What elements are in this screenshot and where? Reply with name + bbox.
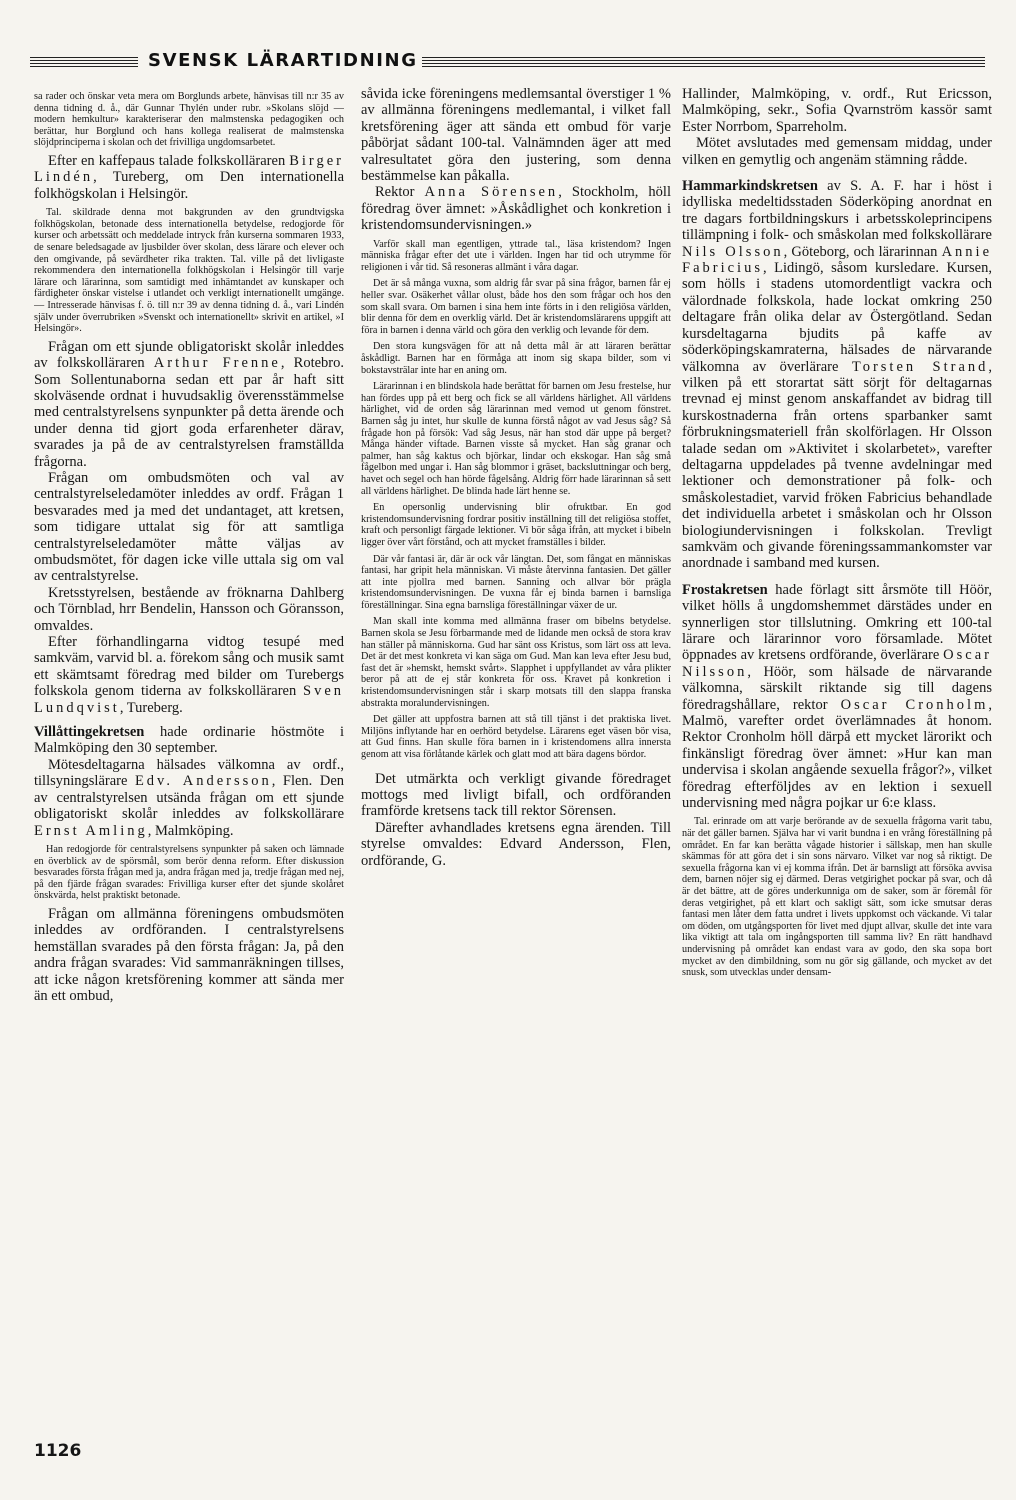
col2-small-3: Den stora kungsvägen för att nå detta mål är att läraren berättar åskådligt. Barnen har en förmåga att inom sig skapa bilder, som vi bokstavsträlar inte har en aning om. bbox=[361, 341, 671, 376]
col2-para-2: Rektor Anna Sörensen, Stockholm, höll föredrag över ämnet: »Åskådlighet och konkretion i kristendomsundervisningen.» bbox=[361, 184, 671, 234]
person-name: Anna Sörensen bbox=[424, 184, 559, 201]
person-name: Arthur Frenne bbox=[153, 355, 281, 372]
col2-small-1: Varför skall man egentligen, yttrade tal., läsa kristendom? Ingen människa frågar efter det ute i världen. Ingen har tid och utrymme för religionen i vår tid. Så resoneras allmänt i våra dagar. bbox=[361, 238, 671, 273]
col1-para-5: Efter förhandlingarna vidtog tesupé med samkväm, varvid bl. a. förekom sång och musik samt ett skämtsamt föredrag med bilder om Turebergs folkskola genom tiderna av folkskolläraren Sven Lundqvist, Tureberg. bbox=[34, 634, 344, 716]
person-name: Nils Olsson bbox=[682, 243, 784, 260]
person-name: Edv. Andersson bbox=[134, 773, 272, 790]
col1-para-8: Frågan om allmänna föreningens ombudsmöten inleddes av ordföranden. I centralstyrelsens hemställan svarades på den första frågan: Ja, på den andra frågan svarades: Vid sammanräkningen tillses, att icke någon kretsförening kommer att sända mer än ett ombud, bbox=[34, 905, 344, 1004]
col1-para-2: Frågan om ett sjunde obligatoriskt skolår inleddes av folkskolläraren Arthur Frenne, Rotebro. Som Sollentunaborna sedan ett par år haft sitt skolväsende ordnat i huvudsaklig överensstämmelse med centralstyrelsens synpunkter på detta ärende och under denna tid gjort goda erfarenheter därav, svarades ja på de av centralstyrelsen framställda frågorna. bbox=[34, 338, 344, 470]
column-3 bbox=[682, 86, 992, 983]
col1-para-3: Frågan om ombudsmöten och val av centralstyrelseledamöter inleddes av ordf. Frågan 1 besvarades med ja med det undantaget, att kretsen, som tidigare uttalat sig för att samtliga centralstyrelseledamöter måtte väljas av ombudsmötet, för dagen icke ville uttala sig om val av centralstyrelse. bbox=[34, 469, 344, 585]
col1-para-7: Mötesdeltagarna hälsades välkomna av ordf., tillsyningslärare Edv. Andersson, Flen. Den av centralstyrelsen utsända frågan om ett sjunde obligatoriskt skolår inleddes av folkskollärare Ernst Amling, Malmköping. bbox=[34, 756, 344, 839]
col1-para-4: Kretsstyrelsen, bestående av fröknarna Dahlberg och Törnblad, hrr Bendelin, Hansson och Göransson, omvaldes. bbox=[34, 584, 344, 634]
running-header bbox=[30, 50, 985, 76]
person-name: Oscar Nilsson bbox=[682, 647, 992, 680]
page-number: 1126 bbox=[34, 1441, 82, 1461]
col2-para-3: Det utmärkta och verkligt givande föredraget mottogs med livligt bifall, och ordföranden framförde kretsens tack till rektor Sörensen. bbox=[361, 770, 671, 820]
person-name: Birger Lindén bbox=[34, 152, 344, 186]
column-2 bbox=[361, 86, 671, 869]
col2-para-4: Därefter avhandlades kretsens egna ärenden. Till styrelse omvaldes: Edvard Andersson, Flen, ordförande, G. bbox=[361, 819, 671, 869]
column-1 bbox=[34, 86, 344, 1004]
col1-small-2: Tal. skildrade denna mot bakgrunden av den grundtvigska folkhögskolan, betonade dess internationella betydelse, redogjorde för kurser och arbetssätt och meddelade intryck från kurserna sommaren 1933, de senare beledsagade av ljusbilder över skolan, dess lärare och elever och den omgivande, på sevärdheter rika trakten. Tal. ville på det livligaste rekommendera den internationella folkhögskolan i Helsingör till varje lärare och lärarinna, som samtidigt med inhämtandet av kunskaper och färdigheter önskar vistelse i utlandet och verkligt internationellt umgänge. — Intresserade hänvisas f. ö. till n:r 39 av denna tidning d. å., vari Lindén själv under överrubriken »Svenskt och internationellt» skrivit en artikel, »I Helsingör». bbox=[34, 207, 344, 335]
col3-section-hammarkind: Hammarkindskretsen av S. A. F. har i höst i idylliska medeltidsstaden Söderköping anordnat en tre dagars fortbildningskurs i arbetsskoleprincipens tillämpning i folk- och småskolan med folkskollärare Nils Olsson, Göteborg, och lärarinnan Annie Fabricius, Lidingö, såsom kursledare. Kursen, som hölls i stadens utomordentligt vackra och välordnade folkskola, hade lockat omkring 250 deltagare från olika delar av Östergötland. Sedan kursdeltagarna bjudits på kaffe av söderköpingskamraterna, hälsades de närvarande välkomna av överlärare Torsten Strand, vilken på ett storartat sätt sörjt för deltagarnas trevnad ej minst genom anskaffandet av bidrag till kurskostnaderna från ortens sparbanker samt förbrukningsmateriell från skolförlagen. Hr Olsson talade sedan om »Aktivitet i skolarbetet», varefter deltagarna uppdelades på tvenne avdelningar med lektioner och demonstrationer på folk- och småskolestadiet, varvid fröken Fabricius behandlade det individuella arbetet i småskolan och hr Olsson biologiundervisningen i folkskolan. Trevligt samkväm och givande föreningssammankomster var anordnade i samband med kursen. bbox=[682, 178, 992, 572]
section-heading: Villåttingekretsen bbox=[34, 724, 145, 741]
person-name: Annie Fabricius bbox=[682, 243, 992, 277]
header-rule-left bbox=[30, 57, 138, 67]
col3-para-2: Mötet avslutades med gemensam middag, under vilken en gemytlig och angenäm stämning rådde. bbox=[682, 135, 992, 168]
col3-small-1: Tal. erinrade om att varje berörande av de sexuella frågorna varit tabu, när det gäller barnen. Själva har vi varit bundna i en vrång föreställning på området. En far kan berätta vågade historier i sällskap, men han skulle skämmas för att göra det i sin sons närvaro. Vilket var nog så riktigt. De sexuella frågorna kan vi ej komma ifrån. Det är barnsligt att försöka avvisa dem, barnen nöjer sig ej därmed. Deras vetgirighet pockar på svar, och då är det bättre, att de göres underkunniga om de saker, som är föremål för deras vetgirighet, på ett klart och sakligt sätt, som icke smutsar deras fantasi men låter dem fatta undret i livets uppkomst och väckande. Vi talar om döden, om utgångsporten för livet med djupt allvar, skulle det inte vara lika viktigt att tala om ingångsporten till samma liv? En rätt handhavd undervisning på området kan endast vara av godo, den ska sopa bort mycket av den dimbildning, som nu gör sig gällande, och mycket av det snusk, som utvecklas under densam- bbox=[682, 816, 992, 979]
col3-para-1: Hallinder, Malmköping, v. ordf., Rut Ericsson, Malmköping, sekr., Sofia Qvarnström kassör samt Ester Norrbom, Sparreholm. bbox=[682, 86, 992, 135]
col2-small-2: Det är så många vuxna, som aldrig får svar på sina frågor, barnen får ej heller svar. Osäkerhet vållar olust, både hos den som frågar och hos den som skall svara. Om barnen i sina hem inte förts in i den religiösa världen, blir denna för dem en overklig värld. Det är kristendomslärarens uppgift att föra in barnen i denna värld och göra den verklig och levande för dem. bbox=[361, 278, 671, 336]
person-name: Oscar Cronholm bbox=[840, 696, 989, 713]
col2-para-1: såvida icke föreningens medlemsantal överstiger 1 % av allmänna föreningens medlemantal, i vilket fall kretsförening äger att sända ett ombud för varje påbörjat sådant 100-tal. Valnämnden äger att med valresultatet göra den justering, som denna bestämmelse kan påkalla. bbox=[361, 86, 671, 185]
col2-small-5: En opersonlig undervisning blir ofruktbar. En god kristendomsundervisning fordrar positiv inställning till det religiösa stoffet, kraft och personligt färgade lektioner. Vi bör såga ifrån, att mycket i bibeln ligger över vårt förstånd, och att mycket framställes i bilder. bbox=[361, 502, 671, 548]
col2-small-8: Det gäller att uppfostra barnen att stå till tjänst i det praktiska livet. Miljöns inflytande har en oerhörd betydelse. Lärarens eget väsen bör visa, att Gud finns. Han skulle föra barnen in i kristendomens allra innersta genom att visa förlåtande kärlek och glatt mod att bära dagens bördor. bbox=[361, 714, 671, 760]
col2-small-7: Man skall inte komma med allmänna fraser om bibelns betydelse. Barnen skola se Jesu förbarmande med de lidande men också de stora krav han ställer på människorna. Gud har sänt oss Kristus, som lärt oss att leva. Det är det mest konkreta vi kan säga om Gud. Man kan leva efter Jesu bud, fast det är »hemskt, hemskt svårt». Slapphet i uppfyllandet av våra plikter beror på att de ej står konkreta för oss. Kravet på konkretion i kristendomsundervisningen står i skarp motsats till den slappa franska abstrakta moralundervisningen. bbox=[361, 616, 671, 709]
section-heading: Frostakretsen bbox=[682, 581, 768, 598]
col1-small-3: Han redogjorde för centralstyrelsens synpunkter på saken och lämnade en överblick av de spörsmål, som berör denna reform. Efter diskussion besvarades första frågan med ja, andra frågan med ja, tredje frågan med nej, på den fjärde frågan svarades: Frivilliga kurser efter det sjunde skolåret önskvärda, helst praktiskt betonade. bbox=[34, 843, 344, 902]
journal-title: SVENSK LÄRARTIDNING bbox=[148, 50, 418, 71]
col2-small-6: Där vår fantasi är, där är ock vår längtan. Det, som fångat en människas fantasi, har gripit hela människan. Vi måste återvinna fantasien. Det gäller att inte pjollra med barnen. Sanning och allvar bör prägla kristendomsundervisningen. De vuxna får ej binda barnen i barnsliga föreställningar. Sina egna barnsliga föreställningar växer de ur. bbox=[361, 553, 671, 611]
header-rule-right bbox=[422, 57, 985, 67]
person-name: Ernst Amling bbox=[34, 822, 148, 839]
col1-para-1: Efter en kaffepaus talade folkskolläraren Birger Lindén, Tureberg, om Den internationella folkhögskolan i Helsingör. bbox=[34, 152, 344, 202]
col3-section-frosta: Frostakretsen hade förlagt sitt årsmöte till Höör, vilket hölls å ungdomshemmet därstädes under en synnerligen stor tillslutning. Omkring ett 100-tal lärare och lärarinnor voro församlade. Mötet öppnades av kretsens ordförande, överlärare Oscar Nilsson, Höör, som hälsade de närvarande välkomna, särskilt riktande sig till dagens föredragshållare, rektor Oscar Cronholm, Malmö, varefter ordet överlämnades åt honom. Rektor Cronholm höll därpå ett mycket lärorikt och finkänsligt föredrag över ämnet: »Hur kan man undervisa i skolan angående sexuella frågor?», vilket föredrag efterföljdes av en lektion i sexuell undervisning med några pojkar ur 6:e klass. bbox=[682, 581, 992, 812]
section-heading: Hammarkindskretsen bbox=[682, 178, 818, 195]
person-name: Torsten Strand bbox=[851, 358, 989, 375]
col1-section-villattinge: Villåttingekretsen hade ordinarie höstmöte i Malmköping den 30 september. bbox=[34, 724, 344, 757]
col1-small-1: sa rader och önskar veta mera om Borglunds arbete, hänvisas till n:r 35 av denna tidning d. å., där Gunnar Thylén under rubr. »Skolans slöjd — modern hemkultur» karakteriserar den malmstenska pedagogiken och berättar, hur Borglund och hans kollega realiserat de malmstenska slöjdprinciperna i skolan och det frivilliga ungdomsarbetet. bbox=[34, 91, 344, 149]
person-name: Sven Lundqvist bbox=[34, 683, 344, 716]
col2-small-4: Lärarinnan i en blindskola hade berättat för barnen om Jesu frestelse, hur han fördes upp på ett berg och fick se all världens härlighet. All världens härlighet, vid de orden såg lärarinnan med vemod ut genom fönstret. Barnen såg ju intet, hur skulle de kunna förstå något av vad Jesus såg? Så frågade hon på försök: Vad såg Jesus, när han stod där uppe på berget? Många händer viftade. Barnen visste så mycket. Han såg granar och palmer, han såg kaktus och björkar, lindar och ekskogar. Han såg små fågelbon med ungar i. Han såg blommor i gräset, backsluttningar och berg, havet och segel och han hörde fågelsång. Aldrig förr hade lärarinnan så sett all världens härlighet. De blinda hade lärt henne se. bbox=[361, 381, 671, 497]
